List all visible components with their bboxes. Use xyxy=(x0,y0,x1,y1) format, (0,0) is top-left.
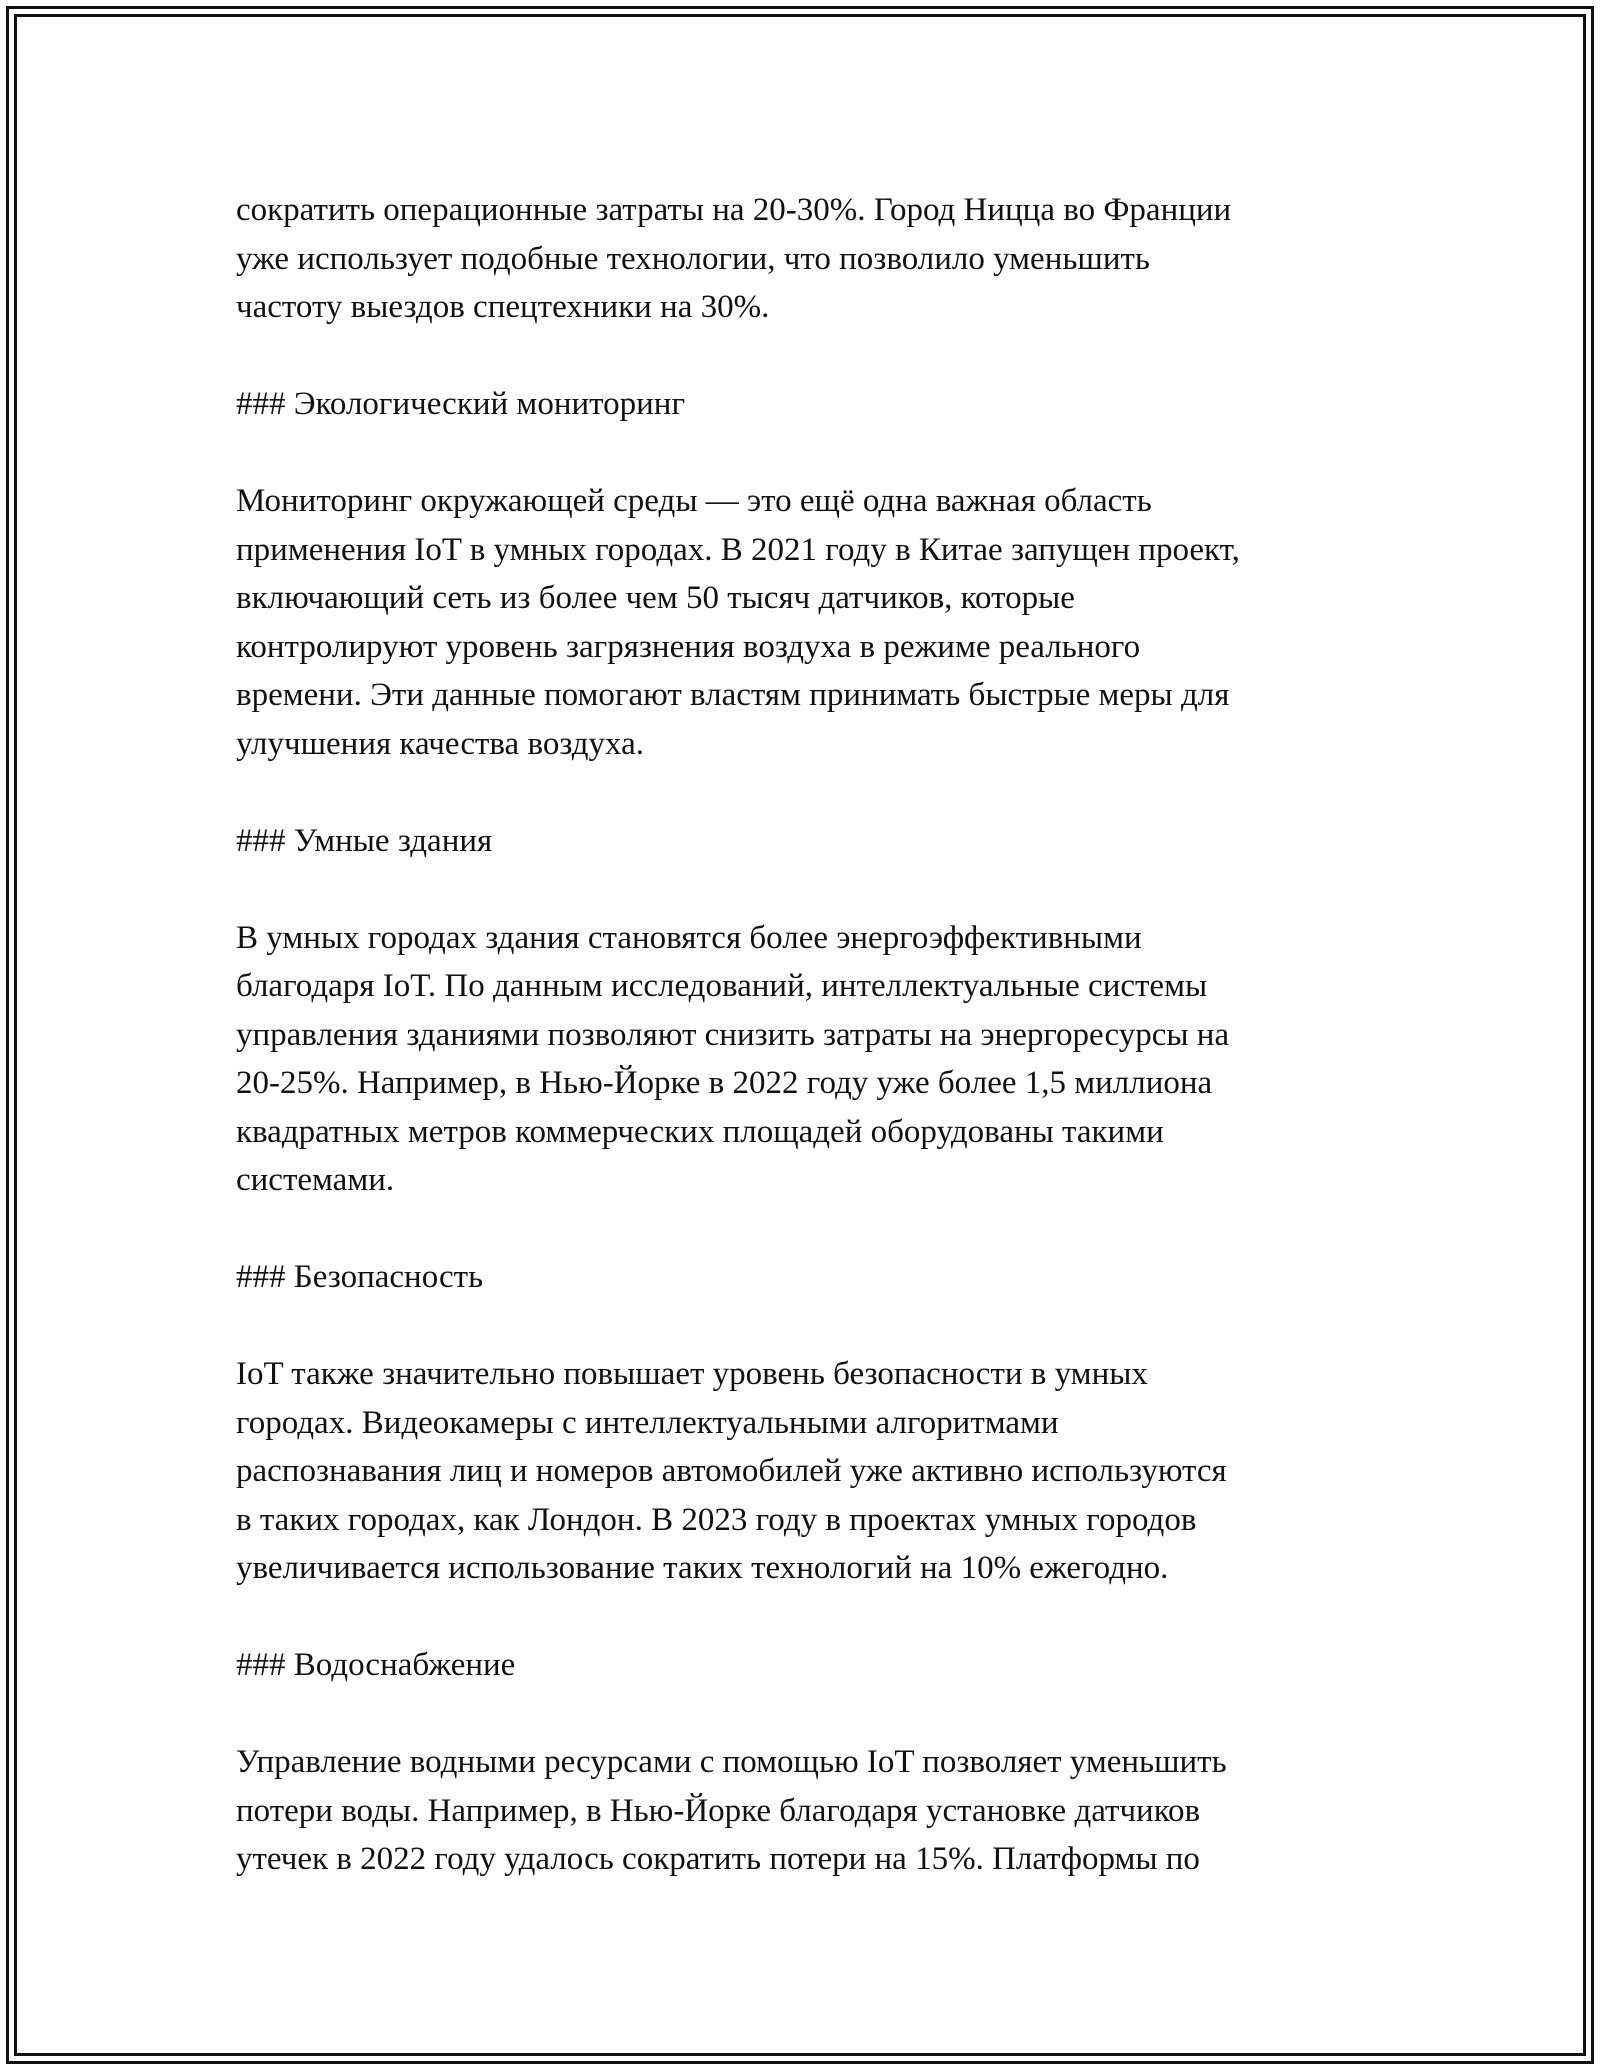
text-line: квадратных метров коммерческих площадей оборудованы такими xyxy=(236,1113,1164,1150)
text-line: IoT также значительно повышает уровень безопасности в умных xyxy=(236,1356,1148,1392)
text-line: контролируют уровень загрязнения воздуха в режиме реального xyxy=(236,628,1141,665)
text-line: улучшения качества воздуха. xyxy=(236,725,645,762)
text-line: включающий сеть из более чем 50 тысяч датчиков, которые xyxy=(236,580,1075,616)
section-heading-smart-buildings: ### Умные здания xyxy=(236,822,493,859)
section-heading-eco-monitoring: ### Экологический мониторинг xyxy=(236,386,685,422)
text-line: Мониторинг окружающей среды — это ещё одна важная область xyxy=(236,483,1152,519)
paragraph-eco-monitoring xyxy=(236,477,1364,768)
text-line: благодаря IoT. По данным исследований, интеллектуальные системы xyxy=(236,968,1208,1004)
text-line: потери воды. Например, в Нью-Йорке благодаря установке датчиков xyxy=(236,1792,1201,1829)
spacer xyxy=(236,1593,1364,1642)
section-heading-security: ### Безопасность xyxy=(236,1259,484,1295)
text-line: городах. Видеокамеры с интеллектуальными алгоритмами xyxy=(236,1404,1059,1441)
text-line: частоту выездов спецтехники на 30%. xyxy=(236,289,770,325)
text-line: применения IoT в умных городах. В 2021 году в Китае запущен проект, xyxy=(236,531,1240,568)
text-line: увеличивается использование таких технологий на 10% ежегодно. xyxy=(236,1550,1169,1586)
section-heading-water-supply: ### Водоснабжение xyxy=(236,1647,516,1683)
spacer xyxy=(236,1205,1364,1254)
paragraph-cost-reduction xyxy=(236,186,1364,332)
spacer xyxy=(236,1690,1364,1739)
text-line: времени. Эти данные помогают властям принимать быстрые меры для xyxy=(236,677,1230,713)
text-line: утечек в 2022 году удалось сократить потери на 15%. Платформы по xyxy=(236,1841,1200,1877)
spacer xyxy=(236,429,1364,478)
text-line: 20-25%. Например, в Нью-Йорке в 2022 году уже более 1,5 миллиона xyxy=(236,1065,1213,1101)
text-line: в таких городах, как Лондон. В 2023 году в проектах умных городов xyxy=(236,1501,1197,1538)
spacer xyxy=(236,768,1364,817)
paragraph-smart-buildings xyxy=(236,914,1364,1205)
spacer xyxy=(236,865,1364,914)
text-line: сократить операционные затраты на 20-30%. Город Ницца во Франции xyxy=(236,192,1232,228)
text-line: распознавания лиц и номеров автомобилей уже активно используются xyxy=(236,1453,1227,1489)
text-line: Управление водными ресурсами с помощью IoT позволяет уменьшить xyxy=(236,1744,1227,1780)
paragraph-water-supply xyxy=(236,1738,1364,1884)
document-body xyxy=(236,186,1364,1884)
text-line: В умных городах здания становятся более энергоэффективными xyxy=(236,919,1142,956)
text-line: системами. xyxy=(236,1162,395,1198)
spacer xyxy=(236,1302,1364,1351)
spacer xyxy=(236,332,1364,381)
text-line: уже использует подобные технологии, что позволило уменьшить xyxy=(236,240,1150,277)
paragraph-security xyxy=(236,1350,1364,1593)
text-line: управления зданиями позволяют снизить затраты на энергоресурсы на xyxy=(236,1016,1230,1053)
